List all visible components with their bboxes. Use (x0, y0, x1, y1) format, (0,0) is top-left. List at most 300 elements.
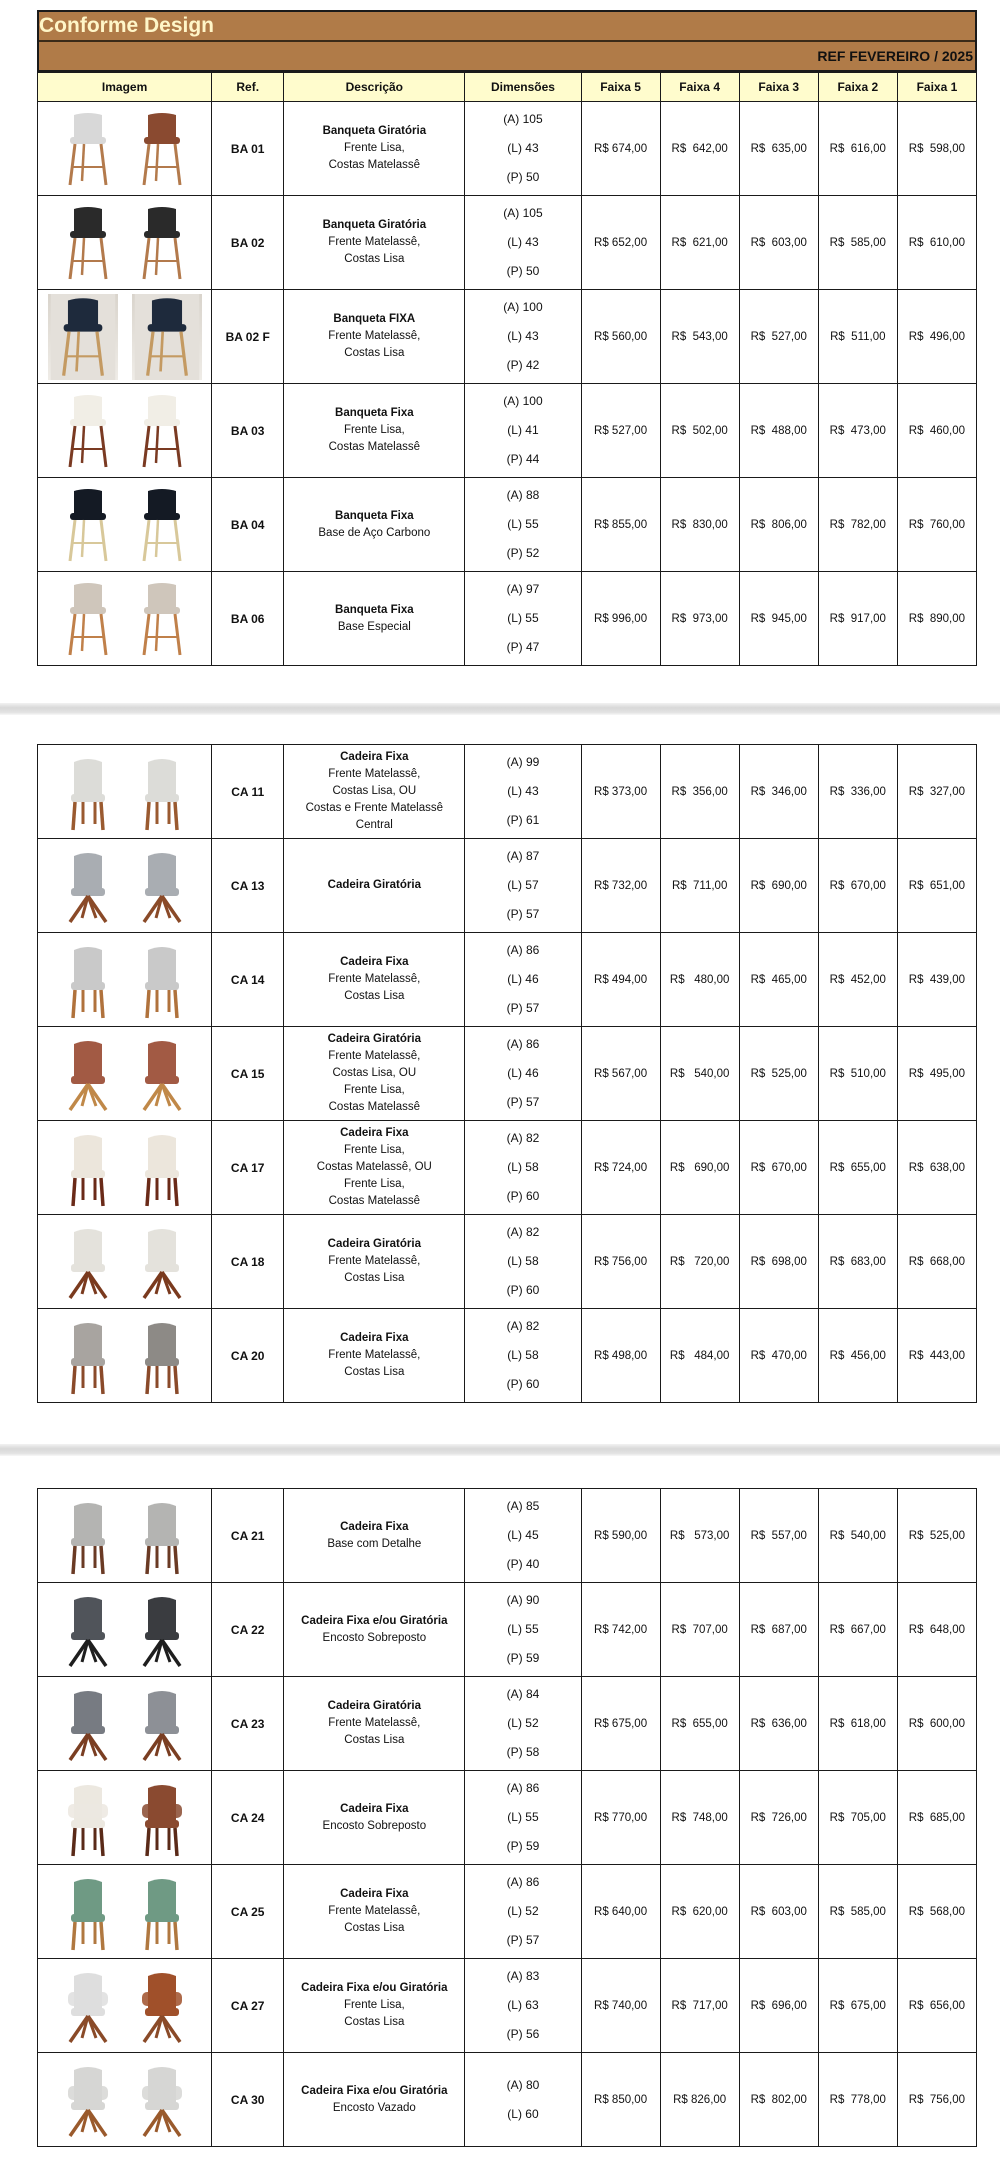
price-faixa-5: R$ 498,00 (581, 1309, 660, 1403)
dimension-value: (P) 52 (506, 546, 540, 560)
dimension-value: (L) 41 (507, 423, 539, 437)
price-faixa-3: R$ 726,00 (739, 1771, 818, 1865)
product-description (284, 478, 465, 572)
product-name: Cadeira Fixa e/ou Giratória (301, 1982, 448, 1994)
dimension-value: (A) 105 (503, 206, 543, 220)
price-faixa-1: R$ 756,00 (897, 2053, 976, 2147)
product-ref: CA 20 (212, 1309, 284, 1403)
product-ref: CA 30 (212, 2053, 284, 2147)
price-faixa-3: R$ 488,00 (739, 384, 818, 478)
dimension-value: (A) 82 (506, 1131, 540, 1145)
product-row (38, 839, 977, 933)
price-faixa-3: R$ 945,00 (739, 572, 818, 666)
dimension-value: (A) 86 (506, 943, 540, 957)
price-faixa-3: R$ 557,00 (739, 1489, 818, 1583)
description-line: Encosto Sobreposto (322, 1631, 427, 1644)
armchair-icon (58, 1778, 118, 1858)
price-faixa-4: R$ 720,00 (660, 1215, 739, 1309)
product-ref: CA 22 (212, 1583, 284, 1677)
swivel-chair-icon (58, 1222, 118, 1302)
price-faixa-1: R$ 460,00 (897, 384, 976, 478)
description-line: Costas Lisa, OU (332, 1067, 417, 1079)
price-faixa-4: R$ 748,00 (660, 1771, 739, 1865)
product-row (38, 478, 977, 572)
price-faixa-1: R$ 890,00 (897, 572, 976, 666)
description-line: Frente Lisa, (343, 424, 405, 436)
product-name: Cadeira Fixa (340, 1127, 409, 1139)
dimension-value: (P) 44 (506, 452, 540, 466)
price-faixa-1: R$ 638,00 (897, 1121, 976, 1215)
product-row (38, 196, 977, 290)
price-faixa-4: R$ 502,00 (660, 384, 739, 478)
dimension-value: (A) 100 (503, 394, 543, 408)
dimension-value: (L) 58 (507, 1160, 539, 1174)
price-faixa-1: R$ 568,00 (897, 1865, 976, 1959)
description-line: Frente Matelassê, (328, 1050, 421, 1062)
dimension-value: (L) 63 (507, 1998, 539, 2012)
price-faixa-4: R$ 707,00 (660, 1583, 739, 1677)
product-description (284, 1309, 465, 1403)
metal-bar-stool-icon (132, 485, 192, 565)
product-row (38, 2053, 977, 2147)
price-faixa-3: R$ 696,00 (739, 1959, 818, 2053)
product-name: Banqueta Giratória (322, 219, 427, 231)
product-image-cell (38, 1309, 212, 1403)
product-row (38, 1865, 977, 1959)
dining-chair-icon (58, 1128, 118, 1208)
dining-chair-icon (132, 1872, 192, 1952)
price-faixa-2: R$ 585,00 (818, 196, 897, 290)
price-faixa-5: R$ 590,00 (581, 1489, 660, 1583)
product-image-cell (38, 478, 212, 572)
product-ref: BA 01 (212, 102, 284, 196)
description-line: Costas Matelassê, OU (316, 1161, 432, 1173)
product-dimensions (465, 1309, 581, 1403)
price-faixa-5: R$ 740,00 (581, 1959, 660, 2053)
col-header-faixa-3: Faixa 3 (739, 73, 818, 102)
price-faixa-3: R$ 346,00 (739, 745, 818, 839)
product-description (284, 196, 465, 290)
dimension-value: (L) 43 (507, 141, 539, 155)
price-table-section-1 (37, 10, 977, 666)
price-faixa-1: R$ 495,00 (897, 1027, 976, 1121)
col-header-ref: Ref. (212, 73, 284, 102)
product-name: Cadeira Giratória (327, 1238, 421, 1250)
product-description (284, 933, 465, 1027)
dimension-value: (A) 88 (506, 488, 540, 502)
product-image-cell (38, 1677, 212, 1771)
dimension-value: (P) 59 (506, 1839, 540, 1853)
product-dimensions (465, 839, 581, 933)
product-dimensions (465, 1771, 581, 1865)
price-faixa-2: R$ 670,00 (818, 839, 897, 933)
dimension-value: (P) 59 (506, 1651, 540, 1665)
dimension-value: (A) 100 (503, 300, 543, 314)
dimension-value: (A) 85 (506, 1499, 540, 1513)
product-description (284, 1771, 465, 1865)
swivel-tub-chair-icon (132, 1966, 192, 2046)
price-table-section-3 (37, 1488, 977, 2147)
price-faixa-5: R$ 855,00 (581, 478, 660, 572)
price-faixa-1: R$ 598,00 (897, 102, 976, 196)
dimension-value: (P) 57 (506, 907, 540, 921)
col-header-faixa-5: Faixa 5 (581, 73, 660, 102)
price-faixa-4: R$ 655,00 (660, 1677, 739, 1771)
price-faixa-4: R$ 620,00 (660, 1865, 739, 1959)
description-line: Frente Lisa, (343, 1144, 405, 1156)
product-name: Cadeira Fixa e/ou Giratória (301, 2084, 448, 2097)
product-image-cell (38, 1771, 212, 1865)
swivel-tub-chair-icon (58, 1966, 118, 2046)
product-image-cell (38, 196, 212, 290)
dimension-value: (P) 50 (506, 264, 540, 278)
price-faixa-5: R$ 850,00 (581, 2053, 660, 2147)
price-faixa-2: R$ 473,00 (818, 384, 897, 478)
description-line: Frente Lisa, (343, 1999, 405, 2011)
dimension-value: (L) 58 (507, 1254, 539, 1268)
fixed-bar-stool-icon (58, 579, 118, 659)
product-name: Banqueta Fixa (335, 603, 414, 616)
price-table (37, 1488, 977, 2147)
price-faixa-2: R$ 456,00 (818, 1309, 897, 1403)
price-faixa-1: R$ 760,00 (897, 478, 976, 572)
product-name: Banqueta FIXA (333, 313, 416, 325)
dimension-value: (A) 99 (506, 755, 540, 769)
price-faixa-4: R$ 621,00 (660, 196, 739, 290)
product-ref: CA 24 (212, 1771, 284, 1865)
product-image-cell (38, 1865, 212, 1959)
dimension-value: (A) 97 (506, 582, 540, 596)
price-faixa-4: R$ 973,00 (660, 572, 739, 666)
product-dimensions (465, 1959, 581, 2053)
dimension-value: (A) 84 (506, 1687, 540, 1701)
price-faixa-5: R$ 756,00 (581, 1215, 660, 1309)
product-dimensions (465, 196, 581, 290)
product-description (284, 1027, 465, 1121)
product-dimensions (465, 102, 581, 196)
dimension-value: (A) 87 (506, 849, 540, 863)
product-image-cell (38, 1959, 212, 2053)
product-description (284, 2053, 465, 2147)
product-ref: BA 04 (212, 478, 284, 572)
price-faixa-5: R$ 640,00 (581, 1865, 660, 1959)
product-ref: CA 14 (212, 933, 284, 1027)
product-description (284, 384, 465, 478)
product-description (284, 102, 465, 196)
product-ref: BA 02 (212, 196, 284, 290)
product-description (284, 1865, 465, 1959)
description-line: Frente Lisa, (343, 142, 405, 154)
product-dimensions (465, 1583, 581, 1677)
dimension-value: (P) 60 (506, 1283, 540, 1297)
price-faixa-4: R$ 830,00 (660, 478, 739, 572)
price-faixa-3: R$ 465,00 (739, 933, 818, 1027)
description-line: Frente Matelassê, (328, 973, 421, 985)
dimension-value: (L) 55 (507, 611, 539, 625)
product-name: Cadeira Fixa (340, 1332, 409, 1344)
dining-chair-icon (58, 1872, 118, 1952)
page-separator (0, 703, 1000, 715)
price-faixa-2: R$ 510,00 (818, 1027, 897, 1121)
description-line: Encosto Sobreposto (322, 1819, 427, 1832)
product-dimensions (465, 572, 581, 666)
product-name: Cadeira Fixa (340, 1802, 409, 1815)
col-header-faixa-1: Faixa 1 (897, 73, 976, 102)
price-faixa-2: R$ 705,00 (818, 1771, 897, 1865)
swivel-bar-stool-icon (132, 109, 192, 189)
col-header-description: Descrição (284, 73, 465, 102)
description-line: Costas Lisa (344, 253, 405, 265)
product-dimensions (465, 2053, 581, 2147)
price-faixa-5: R$ 724,00 (581, 1121, 660, 1215)
reference-date: REF FEVEREIRO / 2025 (39, 42, 975, 70)
dining-chair-icon (132, 1128, 192, 1208)
product-row (38, 572, 977, 666)
swivel-chair-icon (132, 1034, 192, 1114)
swivel-bar-stool-icon (58, 109, 118, 189)
swivel-chair-icon (132, 1684, 192, 1764)
product-name: Cadeira Giratória (327, 1700, 421, 1712)
price-faixa-1: R$ 610,00 (897, 196, 976, 290)
price-faixa-5: R$ 527,00 (581, 384, 660, 478)
product-row (38, 1215, 977, 1309)
price-faixa-2: R$ 616,00 (818, 102, 897, 196)
product-row (38, 1959, 977, 2053)
dimension-value: (L) 46 (507, 1066, 539, 1080)
product-image-cell (38, 290, 212, 384)
description-line: Central (355, 819, 393, 831)
price-faixa-3: R$ 636,00 (739, 1677, 818, 1771)
price-faixa-2: R$ 778,00 (818, 2053, 897, 2147)
product-row (38, 1309, 977, 1403)
product-ref: CA 15 (212, 1027, 284, 1121)
price-faixa-1: R$ 685,00 (897, 1771, 976, 1865)
product-description (284, 1583, 465, 1677)
dimension-value: (L) 43 (507, 235, 539, 249)
description-line: Encosto Vazado (332, 2101, 416, 2114)
description-line: Costas Lisa, OU (332, 785, 417, 797)
dimension-value: (P) 57 (506, 1095, 540, 1109)
product-name: Banqueta Giratória (322, 125, 427, 137)
product-row (38, 933, 977, 1027)
swivel-chair-icon (132, 1222, 192, 1302)
price-faixa-2: R$ 452,00 (818, 933, 897, 1027)
product-ref: CA 23 (212, 1677, 284, 1771)
description-line: Base Especial (337, 620, 411, 633)
product-name: Banqueta Fixa (335, 407, 414, 419)
section-body-chairs-2 (38, 1489, 977, 2147)
dining-chair-icon (58, 940, 118, 1020)
price-faixa-2: R$ 618,00 (818, 1677, 897, 1771)
product-row (38, 1121, 977, 1215)
price-faixa-5: R$ 567,00 (581, 1027, 660, 1121)
description-line: Costas Lisa (344, 347, 405, 359)
price-faixa-5: R$ 675,00 (581, 1677, 660, 1771)
price-faixa-3: R$ 603,00 (739, 196, 818, 290)
price-table (37, 744, 977, 1403)
product-row (38, 1489, 977, 1583)
dimension-value: (A) 82 (506, 1225, 540, 1239)
product-dimensions (465, 478, 581, 572)
price-faixa-3: R$ 525,00 (739, 1027, 818, 1121)
price-faixa-2: R$ 511,00 (818, 290, 897, 384)
product-dimensions (465, 1215, 581, 1309)
price-faixa-3: R$ 690,00 (739, 839, 818, 933)
price-faixa-2: R$ 540,00 (818, 1489, 897, 1583)
dimension-value: (L) 57 (507, 878, 539, 892)
product-image-cell (38, 1027, 212, 1121)
product-image-cell (38, 1583, 212, 1677)
product-row (38, 384, 977, 478)
price-faixa-4: R$ 356,00 (660, 745, 739, 839)
product-dimensions (465, 1865, 581, 1959)
table-header-block (37, 10, 977, 72)
product-row (38, 102, 977, 196)
product-name: Banqueta Fixa (335, 509, 414, 522)
product-image-cell (38, 572, 212, 666)
product-dimensions (465, 933, 581, 1027)
dimension-value: (L) 46 (507, 972, 539, 986)
fixed-bar-stool-icon (132, 579, 192, 659)
armchair-icon (132, 1778, 192, 1858)
dimension-value: (P) 57 (506, 1933, 540, 1947)
product-name: Cadeira Fixa (340, 1520, 409, 1533)
price-faixa-3: R$ 698,00 (739, 1215, 818, 1309)
product-ref: CA 17 (212, 1121, 284, 1215)
product-name: Cadeira Fixa (340, 1888, 409, 1900)
dimension-value: (P) 56 (506, 2027, 540, 2041)
price-faixa-3: R$ 670,00 (739, 1121, 818, 1215)
fixed-bar-stool-icon (132, 391, 192, 471)
price-faixa-4: R$ 484,00 (660, 1309, 739, 1403)
dimension-value: (L) 60 (507, 2106, 539, 2121)
price-faixa-4: R$ 540,00 (660, 1027, 739, 1121)
description-line: Costas Lisa (344, 1366, 405, 1378)
dimension-value: (L) 55 (507, 1622, 539, 1636)
product-ref: CA 11 (212, 745, 284, 839)
price-faixa-1: R$ 327,00 (897, 745, 976, 839)
dimension-value: (L) 55 (507, 517, 539, 531)
product-dimensions (465, 1677, 581, 1771)
col-header-dimensions: Dimensões (465, 73, 581, 102)
product-dimensions (465, 384, 581, 478)
description-line: Frente Lisa, (343, 1084, 405, 1096)
swivel-chair-icon (58, 846, 118, 926)
price-faixa-5: R$ 732,00 (581, 839, 660, 933)
column-header-row (38, 73, 977, 102)
col-header-faixa-2: Faixa 2 (818, 73, 897, 102)
product-image-cell (38, 102, 212, 196)
dining-chair-icon (58, 752, 118, 832)
product-description (284, 1215, 465, 1309)
product-description (284, 1489, 465, 1583)
dimension-value: (A) 90 (506, 1593, 540, 1607)
product-image-cell (38, 1215, 212, 1309)
price-faixa-2: R$ 782,00 (818, 478, 897, 572)
price-faixa-4: R$ 711,00 (660, 839, 739, 933)
product-row (38, 1771, 977, 1865)
product-row (38, 1027, 977, 1121)
dimension-value: (A) 86 (506, 1037, 540, 1051)
product-dimensions (465, 1027, 581, 1121)
price-faixa-2: R$ 655,00 (818, 1121, 897, 1215)
description-line: Costas Lisa (344, 1734, 405, 1746)
product-ref: CA 13 (212, 839, 284, 933)
price-faixa-2: R$ 683,00 (818, 1215, 897, 1309)
dimension-value: (L) 52 (507, 1716, 539, 1730)
price-faixa-5: R$ 674,00 (581, 102, 660, 196)
product-row (38, 1583, 977, 1677)
dimension-value: (A) 82 (506, 1319, 540, 1333)
fixed-bar-stool-icon (58, 391, 118, 471)
dimension-value: (P) 47 (506, 640, 540, 654)
price-faixa-3: R$ 635,00 (739, 102, 818, 196)
product-name: Cadeira Fixa e/ou Giratória (301, 1614, 448, 1627)
swivel-chair-icon (132, 1590, 192, 1670)
section-body-bar-stools (38, 102, 977, 666)
product-ref: BA 03 (212, 384, 284, 478)
swivel-open-back-chair-icon (132, 2060, 192, 2140)
col-header-image: Imagem (38, 73, 212, 102)
description-line: Frente Lisa, (343, 1178, 405, 1190)
dimension-value: (P) 57 (506, 1001, 540, 1015)
swivel-bar-stool-icon (58, 203, 118, 283)
price-faixa-5: R$ 652,00 (581, 196, 660, 290)
price-faixa-5: R$ 494,00 (581, 933, 660, 1027)
product-ref: BA 02 F (212, 290, 284, 384)
swivel-bar-stool-icon (132, 203, 192, 283)
col-header-faixa-4: Faixa 4 (660, 73, 739, 102)
dimension-value: (P) 61 (506, 813, 540, 827)
section-body-chairs-1 (38, 745, 977, 1403)
product-image-cell (38, 839, 212, 933)
product-row (38, 290, 977, 384)
description-line: Costas Matelassê (328, 441, 421, 453)
dimension-value: (P) 60 (506, 1189, 540, 1203)
dimension-value: (L) 43 (507, 784, 539, 798)
dimension-value: (L) 45 (507, 1528, 539, 1542)
dimension-value: (A) 80 (506, 2077, 540, 2092)
fixed-bar-stool-photo-icon (48, 294, 118, 380)
description-line: Costas Matelassê (328, 1195, 421, 1207)
product-image-cell (38, 2053, 212, 2147)
price-faixa-1: R$ 656,00 (897, 1959, 976, 2053)
price-faixa-5: R$ 560,00 (581, 290, 660, 384)
product-ref: CA 27 (212, 1959, 284, 2053)
dimension-value: (L) 52 (507, 1904, 539, 1918)
price-faixa-4: R$ 717,00 (660, 1959, 739, 2053)
product-description (284, 839, 465, 933)
dimension-value: (A) 86 (506, 1781, 540, 1795)
product-name: Cadeira Giratória (327, 1033, 421, 1045)
product-description (284, 1959, 465, 2053)
product-description (284, 1677, 465, 1771)
product-name: Cadeira Fixa (340, 751, 409, 763)
price-faixa-2: R$ 667,00 (818, 1583, 897, 1677)
price-faixa-3: R$ 806,00 (739, 478, 818, 572)
product-row (38, 1677, 977, 1771)
product-dimensions (465, 1489, 581, 1583)
product-image-cell (38, 1121, 212, 1215)
description-line: Costas Lisa (344, 2016, 405, 2028)
product-ref: BA 06 (212, 572, 284, 666)
dimension-value: (A) 83 (506, 1969, 540, 1983)
price-faixa-5: R$ 742,00 (581, 1583, 660, 1677)
fixed-bar-stool-photo-icon (132, 294, 202, 380)
price-faixa-3: R$ 687,00 (739, 1583, 818, 1677)
description-line: Costas Lisa (344, 1922, 405, 1934)
swivel-chair-icon (58, 1034, 118, 1114)
